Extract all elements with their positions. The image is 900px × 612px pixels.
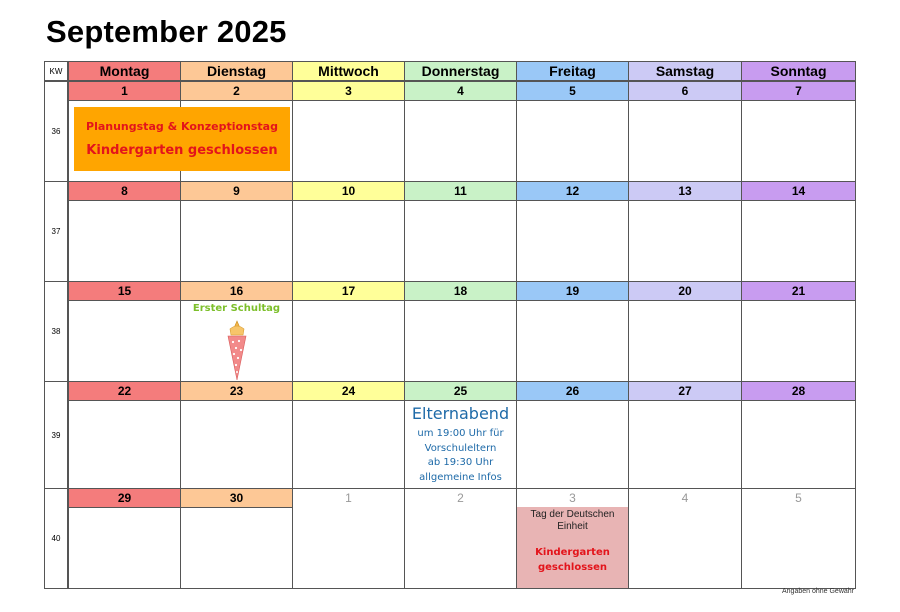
day-cell[interactable]: [68, 381, 181, 489]
event-holiday: [517, 507, 628, 588]
day-number: 15: [69, 282, 180, 301]
weekday-header: Mittwoch: [292, 61, 405, 81]
week-number: 37: [44, 181, 68, 282]
day-number: 4: [629, 489, 741, 507]
day-cell[interactable]: [68, 488, 181, 589]
kw-header: KW: [44, 61, 68, 81]
weekday-header: Montag: [68, 61, 181, 81]
day-number: 26: [517, 382, 628, 401]
day-number: 27: [629, 382, 741, 401]
day-cell[interactable]: [404, 181, 517, 282]
day-cell[interactable]: [628, 281, 742, 382]
event-planungstag[interactable]: [74, 107, 290, 171]
calendar-grid: [44, 61, 855, 588]
event-line: allgemeine Infos: [419, 471, 502, 483]
day-cell[interactable]: [68, 181, 181, 282]
day-number: 14: [742, 182, 855, 201]
day-cell[interactable]: [404, 81, 517, 182]
day-cell[interactable]: [628, 381, 742, 489]
day-number: 17: [293, 282, 404, 301]
weekday-header: Dienstag: [180, 61, 293, 81]
week-number: 39: [44, 381, 68, 489]
day-number: 5: [742, 489, 855, 507]
weekday-header: Freitag: [516, 61, 629, 81]
day-number: 11: [405, 182, 516, 201]
day-cell[interactable]: [741, 281, 856, 382]
day-number: 7: [742, 82, 855, 101]
day-cell[interactable]: [404, 488, 517, 589]
day-cell[interactable]: [741, 181, 856, 282]
day-cell[interactable]: [292, 181, 405, 282]
weekday-header: Donnerstag: [404, 61, 517, 81]
holiday-closed-label: Kindergarten geschlossen: [535, 547, 610, 573]
holiday-name: Tag der Deutschen Einheit: [530, 509, 615, 532]
event-line: um 19:00 Uhr für: [417, 428, 504, 439]
event-heading: Elternabend: [411, 404, 510, 423]
day-cell[interactable]: [180, 181, 293, 282]
day-cell[interactable]: [404, 381, 517, 489]
day-number: 22: [69, 382, 180, 401]
day-cell[interactable]: [516, 488, 629, 589]
day-number: 10: [293, 182, 404, 201]
page-title: September 2025: [46, 14, 287, 49]
day-number: 3: [293, 82, 404, 101]
event-title: Planungstag & Konzeptionstag: [86, 120, 278, 133]
day-number: 9: [181, 182, 292, 201]
event-elternabend: [405, 404, 516, 485]
week-number: 40: [44, 488, 68, 589]
day-number: 24: [293, 382, 404, 401]
footnote: Angaben ohne Gewähr: [782, 588, 854, 595]
day-cell[interactable]: [180, 281, 293, 382]
day-number: 4: [405, 82, 516, 101]
day-number: 2: [181, 82, 292, 101]
day-number: 29: [69, 489, 180, 508]
day-number: 16: [181, 282, 292, 301]
day-cell[interactable]: [68, 281, 181, 382]
day-number: 23: [181, 382, 292, 401]
day-number: 21: [742, 282, 855, 301]
event-schultag: Erster Schultag: [192, 303, 281, 314]
day-cell[interactable]: [516, 181, 629, 282]
day-cell[interactable]: [292, 488, 405, 589]
day-cell[interactable]: [180, 488, 293, 589]
day-cell[interactable]: [516, 281, 629, 382]
day-cell[interactable]: [741, 488, 856, 589]
weekday-header: Sonntag: [741, 61, 856, 81]
day-number: 5: [517, 82, 628, 101]
event-line: ab 19:30 Uhr: [427, 457, 494, 468]
day-number: 3: [517, 489, 628, 507]
day-cell[interactable]: [180, 381, 293, 489]
day-number: 12: [517, 182, 628, 201]
day-number: 20: [629, 282, 741, 301]
day-cell[interactable]: [292, 81, 405, 182]
day-cell[interactable]: [628, 181, 742, 282]
day-number: 30: [181, 489, 292, 508]
event-line: Vorschuleltern: [424, 442, 497, 454]
school-cone-icon: [226, 320, 248, 382]
day-number: 1: [293, 489, 404, 507]
day-cell[interactable]: [516, 81, 629, 182]
week-number: 36: [44, 81, 68, 182]
day-number: 18: [405, 282, 516, 301]
day-number: 6: [629, 82, 741, 101]
weekday-header: Samstag: [628, 61, 742, 81]
day-number: 25: [405, 382, 516, 401]
day-cell[interactable]: [741, 381, 856, 489]
day-number: 28: [742, 382, 855, 401]
day-cell[interactable]: [628, 488, 742, 589]
day-cell[interactable]: [628, 81, 742, 182]
week-number: 38: [44, 281, 68, 382]
day-cell[interactable]: [404, 281, 517, 382]
day-number: 1: [69, 82, 180, 101]
day-cell[interactable]: [292, 281, 405, 382]
day-cell[interactable]: [516, 381, 629, 489]
day-number: 8: [69, 182, 180, 201]
day-number: 19: [517, 282, 628, 301]
day-cell[interactable]: [292, 381, 405, 489]
day-number: 13: [629, 182, 741, 201]
day-cell[interactable]: [741, 81, 856, 182]
day-number: 2: [405, 489, 516, 507]
event-closed-label: Kindergarten geschlossen: [86, 143, 278, 158]
